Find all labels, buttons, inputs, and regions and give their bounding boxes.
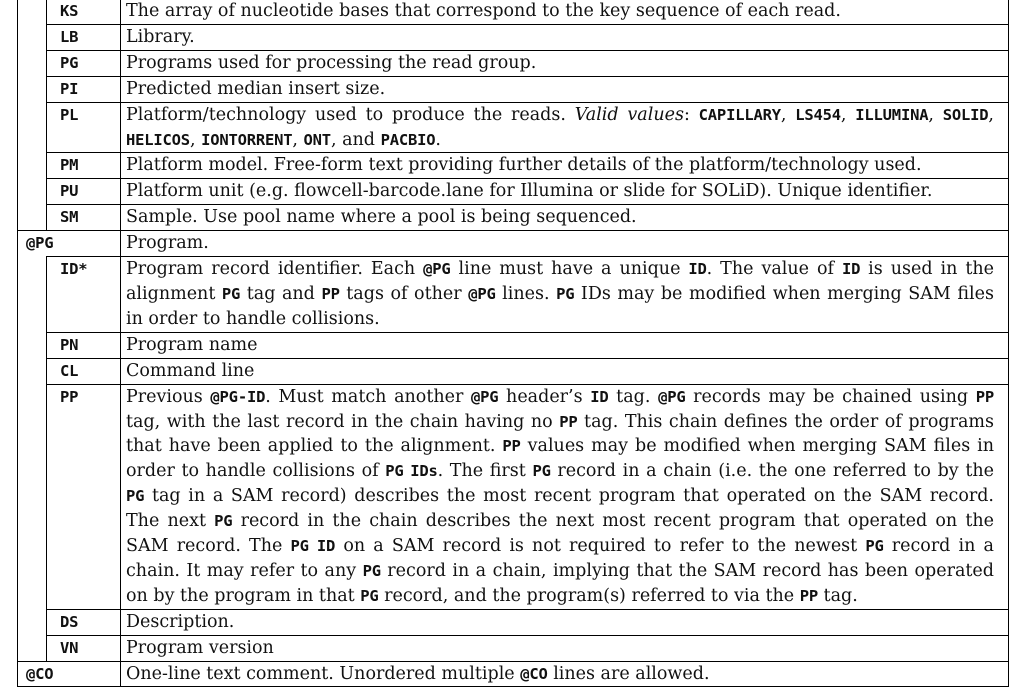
text-segment: record in a chain, implying that the SAM record has been operated on by the program in that [126,560,994,606]
text-segment: tag. [817,585,858,606]
code-token: PG [385,462,404,481]
text-segment: tag. [608,386,659,407]
text-segment: records may be chained using [685,386,976,407]
section-row-pg [18,231,1009,257]
text-segment: Platform unit (e.g. flowcell-barcode.lane for Illumina or slide for SOLiD). Unique identifier. [126,181,933,202]
field-description [121,0,1009,24]
section-tag [18,661,121,687]
text-segment: is used in the alignment [126,259,994,304]
field-tag-code: PL [60,105,79,124]
section-indent-cell [18,24,47,50]
text-segment: line must have a unique [450,259,689,280]
text-segment: tag, with the last record in the chain having no [126,411,560,432]
text-segment: Description. [126,611,235,632]
field-tag [47,205,121,231]
text-segment: tag in a SAM record) describes the most recent program that operated on the SAM record. The next [126,486,994,532]
code-token: IONTORRENT [201,130,293,149]
field-row-pi [18,76,1009,102]
field-description [121,179,1009,205]
section-description [121,661,1009,687]
code-token: PG [290,537,309,556]
field-row-pp [18,384,1009,609]
field-tag-code: PM [60,156,79,175]
code-token: @CO [520,664,548,683]
field-tag [47,358,121,384]
section-tag-code: @CO [26,664,54,683]
field-row-pu [18,179,1009,205]
code-token: PG [362,561,381,580]
field-row-ds [18,609,1009,635]
code-token: @PG [468,284,496,303]
field-tag [47,153,121,179]
code-token: LS454 [795,105,841,124]
field-tag-code: PN [60,335,79,354]
text-segment: lines are allowed. [547,663,710,684]
text-segment: , and [330,129,381,150]
field-tag-code: PG [60,53,79,72]
text-segment: Command line [126,360,255,381]
field-tag [47,609,121,635]
field-description [121,205,1009,231]
section-indent-cell [18,332,47,358]
field-tag-code: PI [60,79,79,98]
field-description [121,384,1009,609]
text-segment: , [988,104,994,125]
code-token: SOLID [942,105,989,124]
field-description [121,332,1009,358]
code-token: @PG [658,387,686,406]
section-indent-cell [18,0,47,24]
section-description [121,231,1009,257]
text-segment: tag. This chain defines the order of programs that have been applied to the alignment. [126,411,994,457]
text-segment: , [780,104,796,125]
code-token: PP [321,284,340,303]
field-tag-code: ID* [60,260,88,279]
field-tag-code: LB [60,27,79,46]
field-tag-code: CL [60,361,79,380]
text-segment: . The value of [706,259,842,280]
code-token: @PG [471,387,499,406]
field-description [121,153,1009,179]
field-description [121,635,1009,661]
text-segment: Previous [126,386,211,407]
code-token: CAPILLARY [698,105,781,124]
code-token: ID [590,387,609,406]
field-tag [47,0,121,24]
code-token: ID [688,260,707,279]
text-segment: , [292,129,304,150]
field-tag-code: SM [60,208,79,227]
text-segment: Sample. Use pool name where a pool is being sequenced. [126,207,637,228]
section-indent-cell [18,609,47,635]
code-token: PP [975,387,994,406]
field-description [121,24,1009,50]
code-token: ID [316,537,336,556]
text-segment: values may be modified when merging SAM files in order to handle collisions of [126,436,995,482]
header-tag-table [17,0,1009,687]
field-row-lb [18,24,1009,50]
section-indent-cell [18,153,47,179]
field-tag [47,102,121,153]
text-segment: tags of other [339,283,469,304]
field-row-vn [18,635,1009,661]
code-token: PACBIO [380,130,436,149]
text-segment: IDs may be modified when merging SAM files in order to handle collisions. [126,283,994,329]
italic-text: Valid values [574,104,684,125]
code-token: PG [221,284,241,303]
text-segment: . The first [437,461,533,482]
code-token: PG [556,284,575,303]
text-segment: header’s [498,386,591,407]
header-tag-table-body [18,0,1009,687]
section-indent-cell [18,179,47,205]
code-token: PG [360,586,379,605]
field-tag-code: PP [60,387,79,406]
text-segment: record, and the program(s) referred to via the [378,585,800,606]
section-tag-code: @PG [26,234,54,253]
text-segment: Library. [126,26,195,47]
section-indent-cell [18,102,47,153]
section-indent-cell [18,205,47,231]
code-token: IDs [410,462,438,481]
field-tag-code: DS [60,612,79,631]
field-tag [47,24,121,50]
field-description [121,76,1009,102]
text-segment: Program name [126,334,258,355]
text-segment: tag and [240,283,322,304]
text-segment: on a SAM record is not required to refer to the newest [335,536,866,557]
text-segment: Program record identifier. Each [126,259,424,280]
field-tag-code: PU [60,182,79,201]
section-indent-cell [18,358,47,384]
text-segment: lines. [495,283,557,304]
field-description [121,609,1009,635]
field-tag [47,76,121,102]
field-row-pl [18,102,1009,153]
code-token: @PG-ID [210,387,266,406]
field-row-pn [18,332,1009,358]
field-row-ks [18,0,1009,24]
text-segment: Platform/technology used to produce the reads. [126,104,575,125]
code-token: ONT [303,130,331,149]
text-segment [309,536,317,556]
field-tag-code: KS [60,2,79,20]
code-token: PG [214,512,233,531]
section-row-co [18,661,1009,687]
code-token: ID [841,260,861,279]
section-indent-cell [18,50,47,76]
text-segment: Platform model. Free-form text providing further details of the platform/technology used. [126,155,922,176]
code-token: PG [865,537,884,556]
field-tag [47,257,121,333]
text-segment: , [189,129,202,150]
field-description [121,257,1009,333]
text-segment: record in a chain. It may refer to any [126,536,994,581]
field-tag [47,179,121,205]
text-segment: : [683,104,699,125]
text-segment: Programs used for processing the read group. [126,52,537,73]
code-token: PG [532,462,551,481]
code-token: PG [126,487,145,506]
text-segment: One-line text comment. Unordered multiple [126,663,521,684]
field-row-id [18,257,1009,333]
section-indent-cell [18,635,47,661]
code-token: PP [799,586,818,605]
field-description [121,50,1009,76]
text-segment: record in the chain describes the next most recent program that operated on the SAM record. The [126,511,994,557]
field-tag [47,332,121,358]
text-segment: . [435,129,441,150]
code-token: PP [502,437,521,456]
field-row-pm [18,153,1009,179]
text-segment: Program version [126,637,274,658]
code-token: HELICOS [126,130,190,149]
section-indent-cell [18,257,47,333]
field-tag [47,384,121,609]
text-segment: , [840,104,856,125]
code-token: ILLUMINA [855,105,929,124]
section-indent-cell [18,384,47,609]
code-token: @PG [423,260,451,279]
section-tag [18,231,121,257]
field-description [121,358,1009,384]
text-segment: Predicted median insert size. [126,78,386,99]
text-segment: Program. [126,233,209,254]
field-description [121,102,1009,153]
field-row-cl [18,358,1009,384]
text-segment: record in a chain (i.e. the one referred to by the [550,461,994,482]
text-segment: . Must match another [265,386,471,407]
field-row-pg [18,50,1009,76]
field-tag [47,50,121,76]
section-indent-cell [18,76,47,102]
code-token: PP [559,412,578,431]
field-row-sm [18,205,1009,231]
text-segment: The array of nucleotide bases that correspond to the key sequence of each read. [126,1,841,21]
field-tag-code: VN [60,638,79,657]
text-segment: , [928,104,943,125]
field-tag [47,635,121,661]
